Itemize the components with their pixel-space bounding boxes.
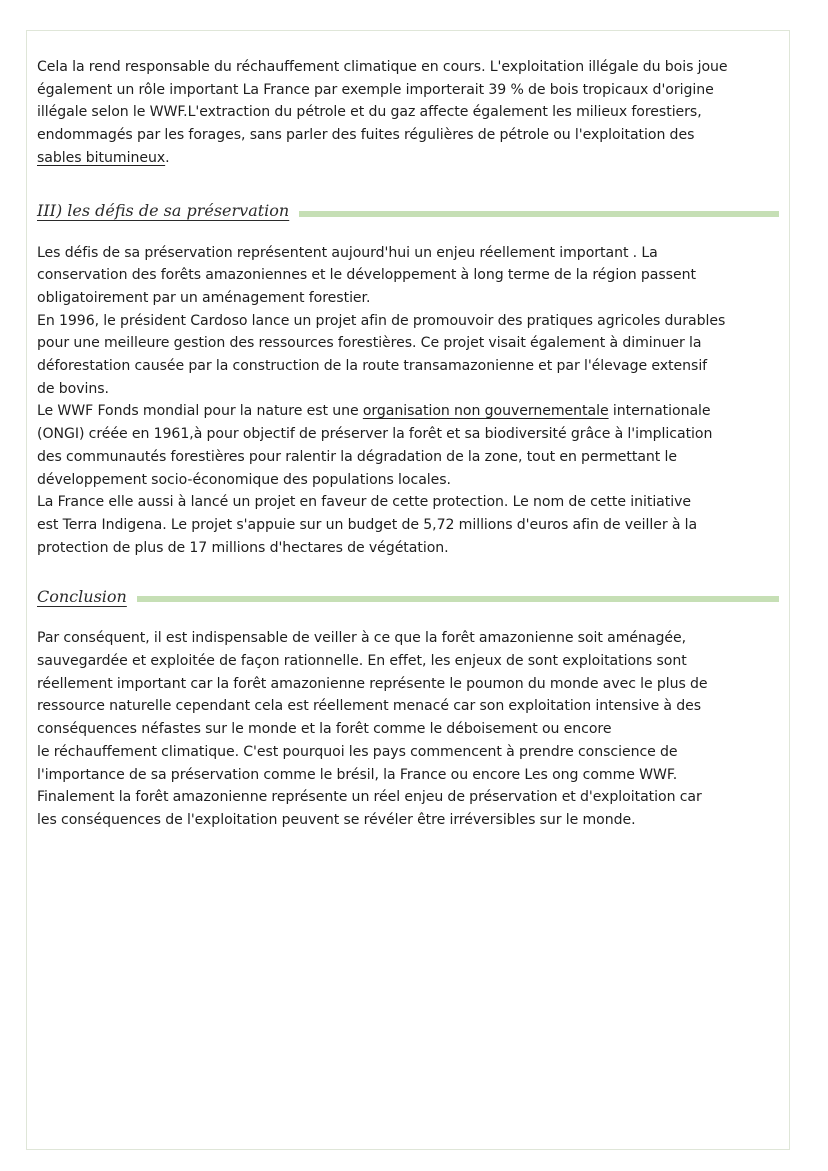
text-line: Les défis de sa préservation représentent aujourd'hui un enjeu réellement important . La (37, 244, 658, 261)
section-title: Conclusion (37, 586, 127, 606)
text-line: Par conséquent, il est indispensable de veiller à ce que la forêt amazonienne soit aménagée, (37, 630, 687, 647)
text-line: le réchauffement climatique. C'est pourquoi les pays commencent à prendre conscience de (37, 743, 678, 760)
text-line: des communautés forestières pour ralentir la dégradation de la zone, tout en permettant le (37, 448, 677, 465)
conclusion-paragraph (37, 627, 779, 831)
text-line: sauvegardée et exploitée de façon rationnelle. En effet, les enjeux de sont exploitations sont (37, 653, 687, 670)
text-line (37, 147, 779, 170)
text-line: est Terra Indigena. Le projet s'appuie sur un budget de 5,72 millions d'euros afin de veiller à la (37, 516, 698, 533)
text-fragment: internationale (608, 403, 711, 420)
heading-accent-bar (299, 211, 779, 217)
text-line: illégale selon le WWF.L'extraction du pétrole et du gaz affecte également les milieux forestiers, (37, 104, 702, 121)
text-line: pour une meilleure gestion des ressources forestières. Ce projet visait également à diminuer la (37, 335, 702, 352)
text-line: déforestation causée par la construction de la route transamazonienne et par l'élevage extensif (37, 358, 708, 375)
section-title: III) les défis de sa préservation (37, 201, 290, 221)
text-line: Finalement la forêt amazonienne représente un réel enjeu de préservation et d'exploitation car (37, 789, 702, 806)
underlined-term: organisation non gouvernementale (362, 403, 609, 420)
text-fragment: Le WWF Fonds mondial pour la nature est une (37, 403, 363, 420)
text-line (37, 400, 779, 423)
text-line: réellement important car la forêt amazonienne représente le poumon du monde avec le plus de (37, 675, 708, 692)
section-heading-defis (37, 198, 779, 224)
underlined-term: sables bitumineux (37, 149, 166, 166)
text-line: conservation des forêts amazoniennes et le développement à long terme de la région passent (37, 267, 696, 284)
text-line: Cela la rend responsable du réchauffement climatique en cours. L'exploitation illégale du bois joue (37, 59, 728, 75)
text-line: La France elle aussi à lancé un projet en faveur de cette protection. Le nom de cette initiative (37, 494, 692, 511)
text-line: l'importance de sa préservation comme le brésil, la France ou encore Les ong comme WWF. (37, 766, 678, 783)
text-line: (ONGI) créée en 1961,à pour objectif de préserver la forêt et sa biodiversité grâce à l'implication (37, 426, 713, 443)
text-line: obligatoirement par un aménagement forestier. (37, 289, 371, 306)
intro-paragraph (37, 56, 779, 170)
text-line: développement socio-économique des populations locales. (37, 471, 451, 488)
text-line: de bovins. (37, 380, 109, 397)
text-line: En 1996, le président Cardoso lance un projet afin de promouvoir des pratiques agricoles durables (37, 312, 726, 329)
text-line: conséquences néfastes sur le monde et la forêt comme le déboisement ou encore (37, 721, 612, 738)
punctuation: . (165, 149, 170, 166)
text-line: endommagés par les forages, sans parler des fuites régulières de pétrole ou l'exploitation des (37, 127, 695, 144)
text-line: également un rôle important La France par exemple importerait 39 % de bois tropicaux d'origine (37, 81, 714, 98)
text-line: les conséquences de l'exploitation peuvent se révéler être irréversibles sur le monde. (37, 811, 636, 828)
text-line: ressource naturelle cependant cela est réellement menacé car son exploitation intensive à des (37, 698, 702, 715)
text-line: protection de plus de 17 millions d'hectares de végétation. (37, 539, 449, 556)
document-body (37, 56, 779, 832)
section-heading-conclusion (37, 583, 779, 609)
section3-paragraph (37, 242, 779, 560)
heading-accent-bar (137, 596, 779, 602)
